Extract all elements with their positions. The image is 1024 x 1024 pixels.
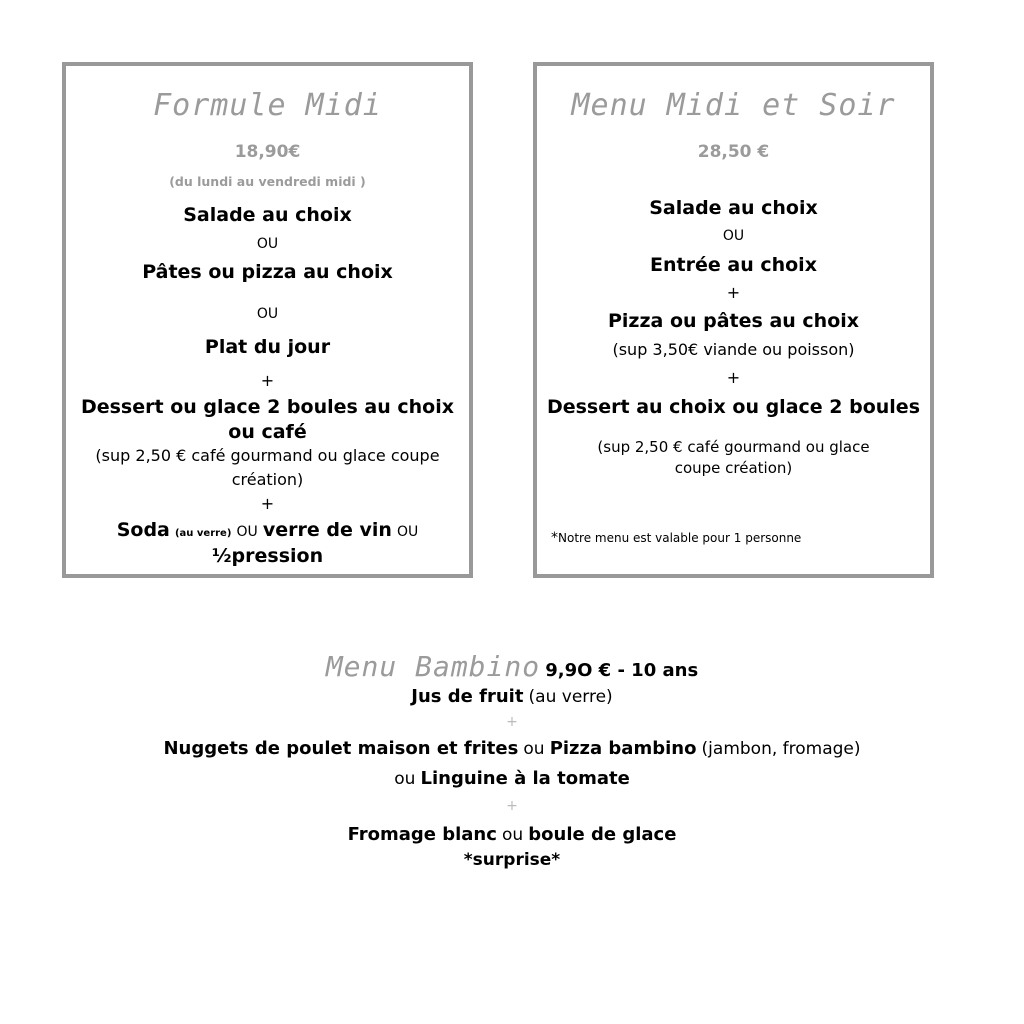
formule-ou-2: OU xyxy=(256,306,279,322)
formule-sup-1: (sup 2,50 € café gourmand ou glace coupe xyxy=(95,446,440,465)
menu-soir-pizza: Pizza ou pâtes au choix xyxy=(607,310,860,332)
formule-pates: Pâtes ou pizza au choix xyxy=(142,261,393,283)
note-text: Notre menu est valable pour 1 personne xyxy=(558,531,802,545)
formule-plus-2: + xyxy=(260,494,275,513)
bambino-jus-line xyxy=(0,686,1024,707)
formule-ou-1: OU xyxy=(256,236,279,252)
formule-plat: Plat du jour xyxy=(204,336,331,358)
bambino-glace: boule de glace xyxy=(528,824,677,845)
note-star: * xyxy=(551,530,558,546)
menu-soir-ou-1: OU xyxy=(722,228,745,244)
bambino-jus-note: (au verre) xyxy=(528,687,613,707)
bambino-surprise: *surprise* xyxy=(463,850,561,870)
menu-soir-entree: Entrée au choix xyxy=(650,254,817,276)
menu-bambino-section xyxy=(0,640,1024,880)
bambino-ou-3: ou xyxy=(502,825,524,845)
bambino-ou-2: ou xyxy=(394,769,416,789)
formule-sup-2: création) xyxy=(231,470,304,489)
bambino-pizza: Pizza bambino xyxy=(549,738,697,759)
formule-soda: Soda xyxy=(116,519,170,541)
formule-ou-4: OU xyxy=(397,524,419,540)
formule-dessert-1: Dessert ou glace 2 boules au choix xyxy=(80,396,455,418)
menu-soir-sup-viande: (sup 3,50€ viande ou poisson) xyxy=(612,340,855,359)
menu-soir-salade: Salade au choix xyxy=(649,197,818,219)
bambino-price: 9,9O € - 10 ans xyxy=(545,660,699,681)
bambino-fromage: Fromage blanc xyxy=(347,824,497,845)
formule-pression: ½pression xyxy=(211,545,324,567)
menu-soir-sup-1: (sup 2,50 € café gourmand ou glace xyxy=(597,438,870,456)
bambino-linguine: Linguine à la tomate xyxy=(420,768,630,789)
formule-midi-title: Formule Midi xyxy=(153,88,382,123)
formule-midi-price: 18,90€ xyxy=(234,142,301,162)
bambino-nuggets: Nuggets de poulet maison et frites xyxy=(163,738,519,759)
bambino-ou-1: ou xyxy=(523,739,545,759)
formule-midi-days: (du lundi au vendredi midi ) xyxy=(169,174,366,189)
formule-soda-note: (au verre) xyxy=(174,528,232,539)
bambino-linguine-line xyxy=(0,768,1024,789)
menu-soir-plus-2: + xyxy=(726,368,741,387)
menu-midi-soir-card xyxy=(533,62,934,578)
formule-boisson xyxy=(66,519,469,541)
bambino-plat-line xyxy=(0,738,1024,759)
menu-soir-price: 28,50 € xyxy=(697,142,770,162)
menu-soir-dessert: Dessert au choix ou glace 2 boules xyxy=(546,396,921,418)
formule-dessert-2: ou café xyxy=(228,421,307,443)
formule-ou-3: OU xyxy=(236,524,258,540)
bambino-title: Menu Bambino xyxy=(325,650,541,683)
bambino-heading xyxy=(0,650,1024,683)
formule-midi-card xyxy=(62,62,473,578)
formule-vin: verre de vin xyxy=(262,519,392,541)
bambino-jus: Jus de fruit xyxy=(411,686,524,707)
menu-soir-sup-2: coupe création) xyxy=(674,459,793,477)
formule-salade: Salade au choix xyxy=(183,204,352,226)
formule-plus-1: + xyxy=(260,371,275,390)
bambino-plus-1: + xyxy=(506,714,518,730)
menu-soir-note xyxy=(551,527,930,546)
bambino-plus-2: + xyxy=(506,798,518,814)
menu-soir-plus-1: + xyxy=(726,283,741,302)
bambino-pizza-note: (jambon, fromage) xyxy=(701,739,861,759)
menu-soir-title: Menu Midi et Soir xyxy=(571,88,896,123)
bambino-dessert-line xyxy=(0,824,1024,845)
